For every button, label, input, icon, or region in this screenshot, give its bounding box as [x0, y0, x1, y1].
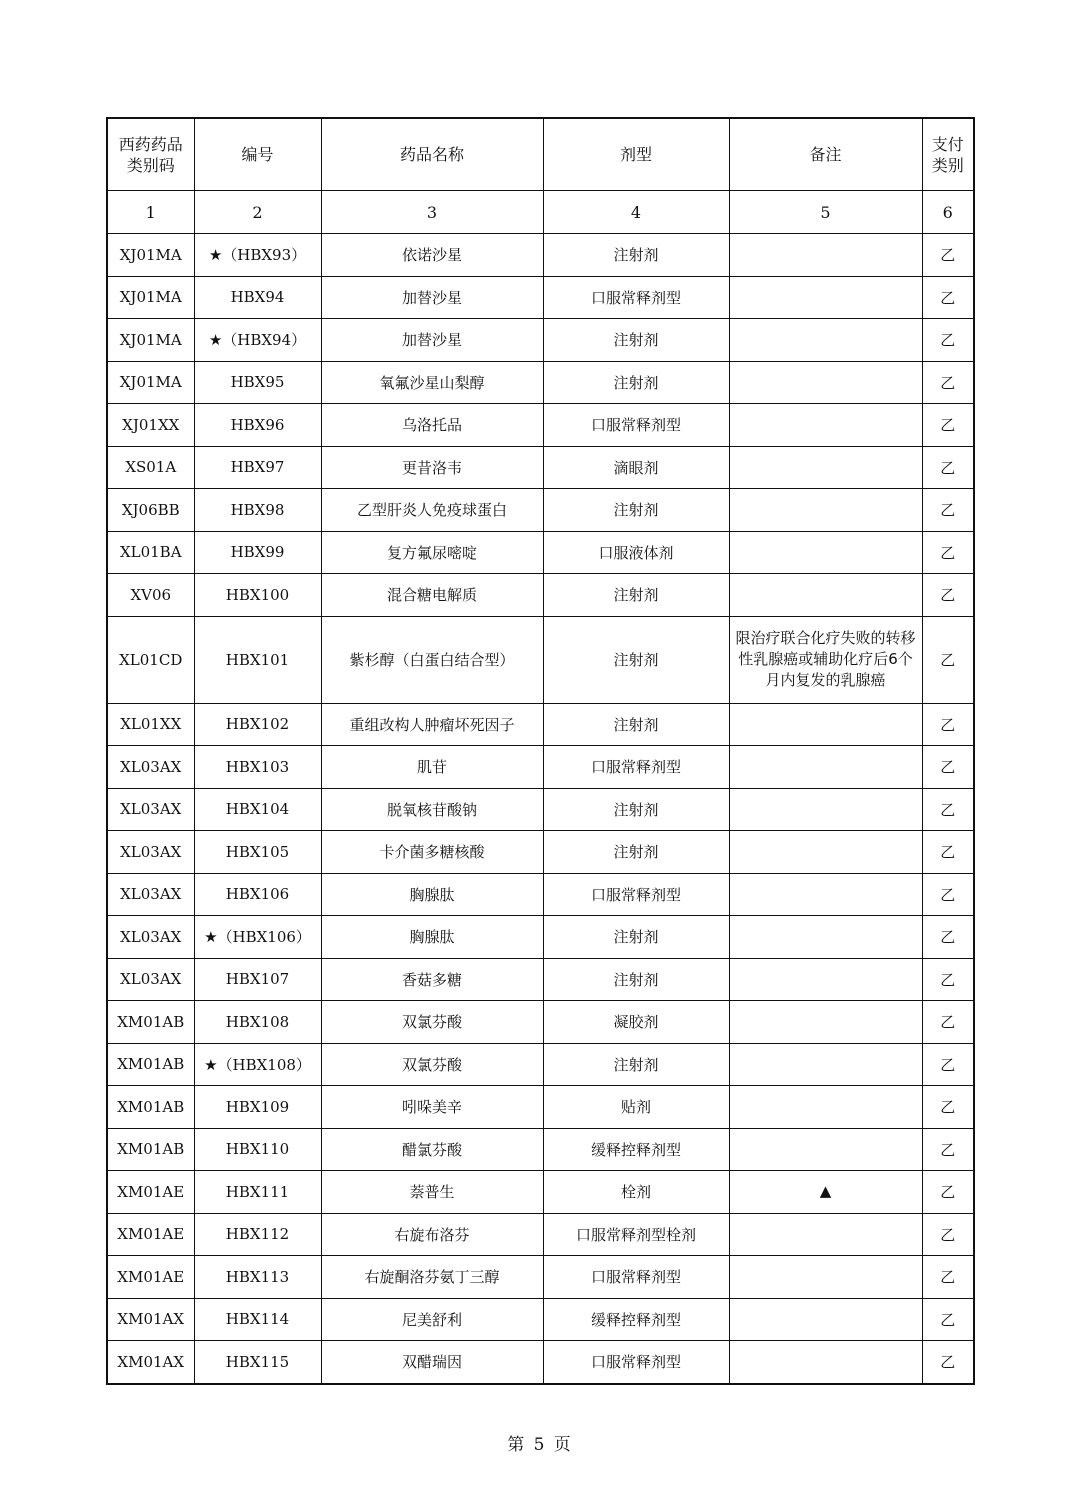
table-row [107, 574, 974, 617]
cell-number: HBX94 [194, 276, 321, 319]
cell-category-code: XM01AB [107, 1128, 194, 1171]
cell-category-code: XM01AE [107, 1213, 194, 1256]
cell-dosage-form: 注射剂 [543, 831, 729, 874]
header-note: 备注 [729, 118, 922, 191]
header-row [107, 118, 974, 191]
cell-dosage-form: 缓释控释剂型 [543, 1128, 729, 1171]
cell-note [729, 1298, 922, 1341]
cell-note [729, 404, 922, 447]
table-row [107, 1256, 974, 1299]
table-row [107, 1043, 974, 1086]
cell-note [729, 1256, 922, 1299]
cell-drug-name: 双氯芬酸 [321, 1043, 543, 1086]
cell-payment-category: 乙 [922, 276, 974, 319]
table-row [107, 489, 974, 532]
cell-number: HBX111 [194, 1171, 321, 1214]
header-category-code: 西药药品 类别码 [107, 118, 194, 191]
table-row [107, 446, 974, 489]
cell-payment-category: 乙 [922, 788, 974, 831]
cell-payment-category: 乙 [922, 831, 974, 874]
cell-category-code: XM01AE [107, 1256, 194, 1299]
cell-payment-category: 乙 [922, 574, 974, 617]
cell-dosage-form: 缓释控释剂型 [543, 1298, 729, 1341]
cell-number: HBX100 [194, 574, 321, 617]
cell-note [729, 1128, 922, 1171]
cell-number: HBX110 [194, 1128, 321, 1171]
cell-number: HBX113 [194, 1256, 321, 1299]
cell-drug-name: 重组改构人肿瘤坏死因子 [321, 703, 543, 746]
header-drug-name: 药品名称 [321, 118, 543, 191]
cell-note [729, 1086, 922, 1129]
cell-note [729, 958, 922, 1001]
cell-dosage-form: 栓剂 [543, 1171, 729, 1214]
cell-drug-name: 双醋瑞因 [321, 1341, 543, 1384]
cell-category-code: XM01AX [107, 1341, 194, 1384]
cell-payment-category: 乙 [922, 531, 974, 574]
cell-number: HBX108 [194, 1001, 321, 1044]
cell-dosage-form: 注射剂 [543, 319, 729, 362]
cell-category-code: XV06 [107, 574, 194, 617]
table-row [107, 1086, 974, 1129]
cell-category-code: XM01AB [107, 1043, 194, 1086]
table-row [107, 788, 974, 831]
table-row [107, 958, 974, 1001]
cell-dosage-form: 贴剂 [543, 1086, 729, 1129]
cell-category-code: XJ01MA [107, 319, 194, 362]
cell-drug-name: 乙型肝炎人免疫球蛋白 [321, 489, 543, 532]
cell-drug-name: 吲哚美辛 [321, 1086, 543, 1129]
cell-category-code: XJ01XX [107, 404, 194, 447]
cell-payment-category: 乙 [922, 1298, 974, 1341]
cell-note [729, 788, 922, 831]
cell-number: HBX101 [194, 616, 321, 703]
cell-payment-category: 乙 [922, 404, 974, 447]
cell-drug-name: 双氯芬酸 [321, 1001, 543, 1044]
cell-number: HBX107 [194, 958, 321, 1001]
table-row [107, 1341, 974, 1384]
cell-payment-category: 乙 [922, 361, 974, 404]
cell-payment-category: 乙 [922, 703, 974, 746]
cell-payment-category: 乙 [922, 1086, 974, 1129]
header-number: 编号 [194, 118, 321, 191]
table-row [107, 1213, 974, 1256]
cell-dosage-form: 注射剂 [543, 1043, 729, 1086]
cell-category-code: XL03AX [107, 958, 194, 1001]
column-number: 5 [729, 191, 922, 234]
header-dosage-form: 剂型 [543, 118, 729, 191]
column-number: 3 [321, 191, 543, 234]
cell-note [729, 1213, 922, 1256]
cell-number: HBX109 [194, 1086, 321, 1129]
cell-note [729, 361, 922, 404]
cell-number: HBX106 [194, 873, 321, 916]
cell-drug-name: 萘普生 [321, 1171, 543, 1214]
cell-category-code: XJ01MA [107, 234, 194, 277]
cell-number: HBX103 [194, 746, 321, 789]
table-row [107, 703, 974, 746]
cell-drug-name: 胸腺肽 [321, 873, 543, 916]
cell-number: ★（HBX106） [194, 916, 321, 959]
cell-payment-category: 乙 [922, 1341, 974, 1384]
cell-category-code: XL01BA [107, 531, 194, 574]
table-row [107, 531, 974, 574]
cell-note [729, 446, 922, 489]
table-row [107, 404, 974, 447]
table-row [107, 1298, 974, 1341]
cell-payment-category: 乙 [922, 958, 974, 1001]
page-number: 第 5 页 [507, 1435, 573, 1455]
cell-note: 限治疗联合化疗失败的转移性乳腺癌或辅助化疗后6个月内复发的乳腺癌 [729, 616, 922, 703]
cell-drug-name: 加替沙星 [321, 276, 543, 319]
drug-list-table [106, 117, 975, 1385]
cell-number: HBX105 [194, 831, 321, 874]
table-row [107, 1128, 974, 1171]
column-number-row [107, 191, 974, 234]
table-row [107, 916, 974, 959]
cell-payment-category: 乙 [922, 1043, 974, 1086]
cell-payment-category: 乙 [922, 873, 974, 916]
cell-note [729, 1001, 922, 1044]
cell-dosage-form: 口服常释剂型 [543, 404, 729, 447]
cell-number: HBX98 [194, 489, 321, 532]
cell-dosage-form: 口服常释剂型 [543, 746, 729, 789]
cell-drug-name: 混合糖电解质 [321, 574, 543, 617]
cell-payment-category: 乙 [922, 1001, 974, 1044]
cell-payment-category: 乙 [922, 1256, 974, 1299]
cell-note [729, 574, 922, 617]
cell-note [729, 319, 922, 362]
cell-note [729, 1341, 922, 1384]
cell-drug-name: 依诺沙星 [321, 234, 543, 277]
cell-payment-category: 乙 [922, 1128, 974, 1171]
column-number: 6 [922, 191, 974, 234]
cell-drug-name: 加替沙星 [321, 319, 543, 362]
table-row [107, 234, 974, 277]
cell-number: HBX97 [194, 446, 321, 489]
cell-category-code: XM01AB [107, 1001, 194, 1044]
column-number: 4 [543, 191, 729, 234]
table-row [107, 319, 974, 362]
table-row [107, 276, 974, 319]
cell-drug-name: 脱氧核苷酸钠 [321, 788, 543, 831]
cell-category-code: XJ01MA [107, 361, 194, 404]
cell-category-code: XL03AX [107, 831, 194, 874]
cell-dosage-form: 注射剂 [543, 958, 729, 1001]
table-row [107, 873, 974, 916]
cell-note: ▲ [729, 1171, 922, 1214]
cell-number: ★（HBX94） [194, 319, 321, 362]
cell-payment-category: 乙 [922, 319, 974, 362]
cell-category-code: XL03AX [107, 746, 194, 789]
table-row [107, 1001, 974, 1044]
cell-payment-category: 乙 [922, 1171, 974, 1214]
cell-category-code: XM01AE [107, 1171, 194, 1214]
cell-note [729, 703, 922, 746]
cell-dosage-form: 口服常释剂型栓剂 [543, 1213, 729, 1256]
cell-number: HBX95 [194, 361, 321, 404]
cell-drug-name: 右旋酮洛芬氨丁三醇 [321, 1256, 543, 1299]
cell-dosage-form: 凝胶剂 [543, 1001, 729, 1044]
cell-category-code: XL03AX [107, 788, 194, 831]
cell-drug-name: 尼美舒利 [321, 1298, 543, 1341]
cell-dosage-form: 注射剂 [543, 788, 729, 831]
cell-payment-category: 乙 [922, 1213, 974, 1256]
cell-note [729, 916, 922, 959]
cell-dosage-form: 口服常释剂型 [543, 1256, 729, 1299]
cell-dosage-form: 注射剂 [543, 574, 729, 617]
table-body [107, 234, 974, 1384]
table-row [107, 831, 974, 874]
cell-dosage-form: 滴眼剂 [543, 446, 729, 489]
cell-dosage-form: 注射剂 [543, 616, 729, 703]
cell-note [729, 276, 922, 319]
cell-drug-name: 复方氟尿嘧啶 [321, 531, 543, 574]
cell-note [729, 489, 922, 532]
cell-note [729, 1043, 922, 1086]
cell-category-code: XL03AX [107, 916, 194, 959]
cell-payment-category: 乙 [922, 234, 974, 277]
cell-dosage-form: 注射剂 [543, 489, 729, 532]
cell-dosage-form: 注射剂 [543, 361, 729, 404]
cell-dosage-form: 注射剂 [543, 703, 729, 746]
cell-number: HBX114 [194, 1298, 321, 1341]
cell-category-code: XJ01MA [107, 276, 194, 319]
header-payment-category: 支付 类别 [922, 118, 974, 191]
cell-note [729, 531, 922, 574]
cell-drug-name: 肌苷 [321, 746, 543, 789]
cell-drug-name: 乌洛托品 [321, 404, 543, 447]
cell-number: HBX102 [194, 703, 321, 746]
cell-payment-category: 乙 [922, 446, 974, 489]
cell-dosage-form: 口服液体剂 [543, 531, 729, 574]
cell-number: ★（HBX93） [194, 234, 321, 277]
cell-note [729, 746, 922, 789]
cell-drug-name: 香菇多糖 [321, 958, 543, 1001]
cell-drug-name: 紫杉醇（白蛋白结合型） [321, 616, 543, 703]
cell-category-code: XJ06BB [107, 489, 194, 532]
cell-dosage-form: 注射剂 [543, 916, 729, 959]
column-number: 2 [194, 191, 321, 234]
cell-number: HBX115 [194, 1341, 321, 1384]
cell-payment-category: 乙 [922, 616, 974, 703]
table-row [107, 361, 974, 404]
cell-payment-category: 乙 [922, 489, 974, 532]
cell-category-code: XM01AB [107, 1086, 194, 1129]
cell-note [729, 234, 922, 277]
cell-category-code: XL01CD [107, 616, 194, 703]
cell-payment-category: 乙 [922, 746, 974, 789]
cell-dosage-form: 注射剂 [543, 234, 729, 277]
cell-category-code: XS01A [107, 446, 194, 489]
cell-category-code: XL03AX [107, 873, 194, 916]
cell-dosage-form: 口服常释剂型 [543, 873, 729, 916]
cell-drug-name: 氧氟沙星山梨醇 [321, 361, 543, 404]
cell-note [729, 873, 922, 916]
cell-number: ★（HBX108） [194, 1043, 321, 1086]
cell-drug-name: 右旋布洛芬 [321, 1213, 543, 1256]
table-row [107, 1171, 974, 1214]
cell-category-code: XM01AX [107, 1298, 194, 1341]
cell-drug-name: 卡介菌多糖核酸 [321, 831, 543, 874]
cell-payment-category: 乙 [922, 916, 974, 959]
cell-dosage-form: 口服常释剂型 [543, 1341, 729, 1384]
cell-drug-name: 胸腺肽 [321, 916, 543, 959]
cell-number: HBX96 [194, 404, 321, 447]
cell-drug-name: 更昔洛韦 [321, 446, 543, 489]
table-row [107, 746, 974, 789]
cell-drug-name: 醋氯芬酸 [321, 1128, 543, 1171]
cell-dosage-form: 口服常释剂型 [543, 276, 729, 319]
column-number: 1 [107, 191, 194, 234]
cell-category-code: XL01XX [107, 703, 194, 746]
cell-number: HBX104 [194, 788, 321, 831]
cell-number: HBX99 [194, 531, 321, 574]
cell-number: HBX112 [194, 1213, 321, 1256]
cell-note [729, 831, 922, 874]
table-row [107, 616, 974, 703]
